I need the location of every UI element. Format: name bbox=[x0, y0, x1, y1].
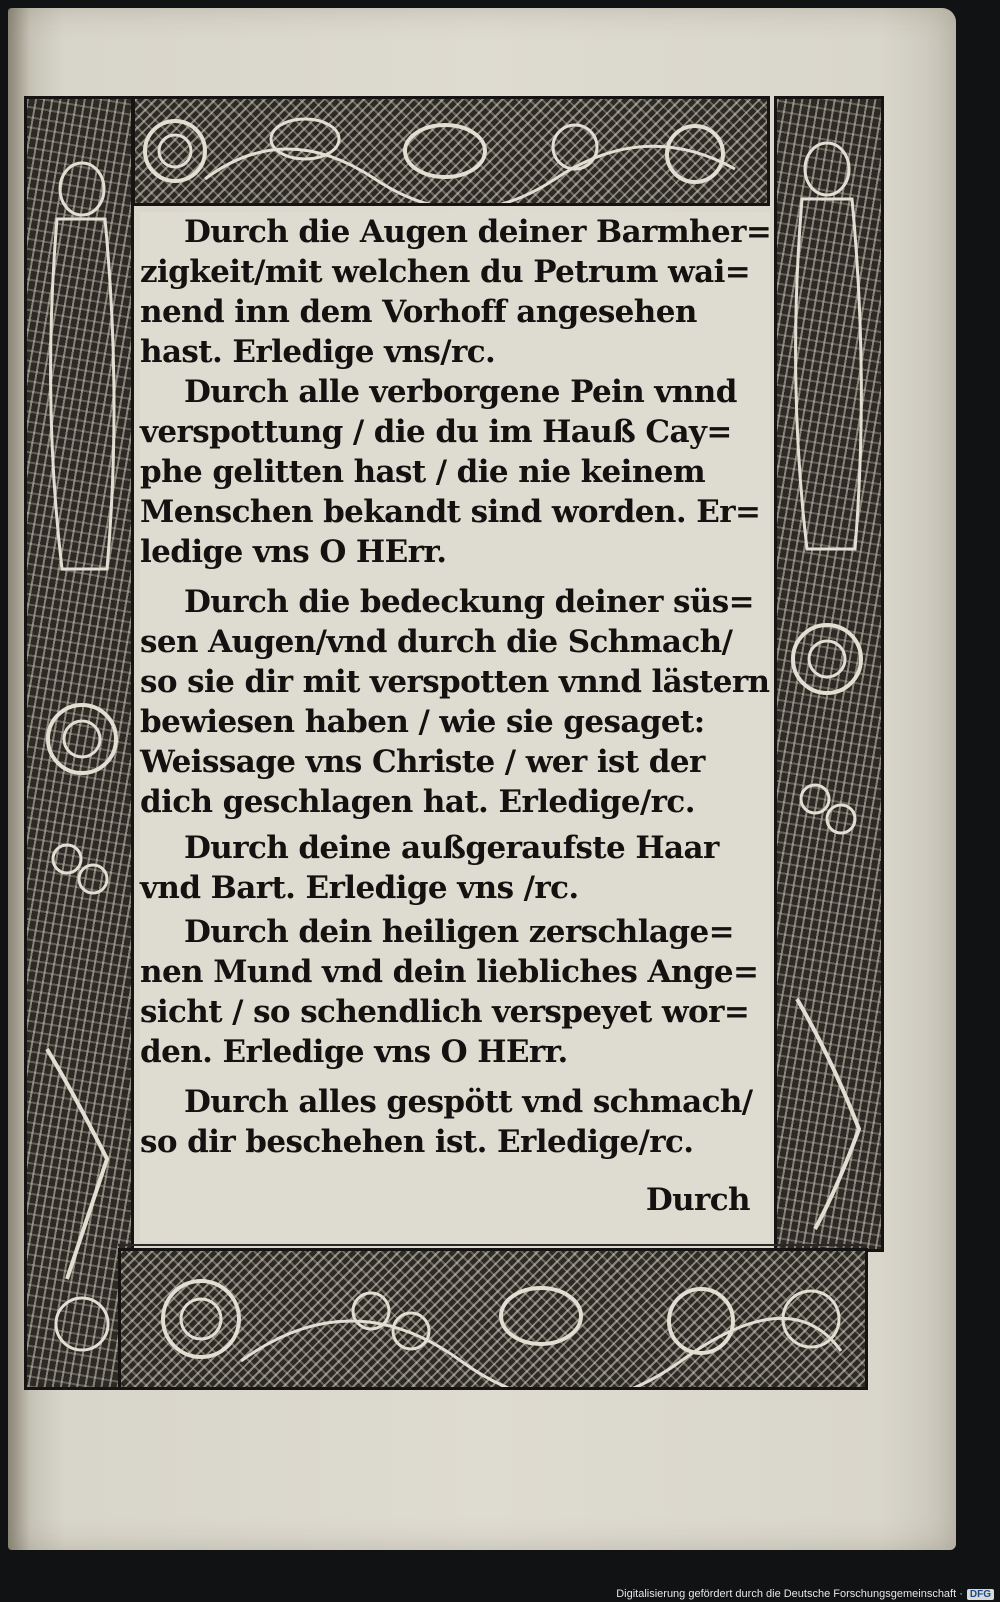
ornamental-border-top bbox=[132, 96, 770, 206]
text-line: Durch alles gespött vnd schmach/ bbox=[184, 1084, 753, 1120]
text-line: Durch alle verborgene Pein vnnd bbox=[184, 374, 737, 410]
text-line: sicht / so schendlich verspeyet wor= bbox=[140, 994, 750, 1030]
text-line: bewiesen haben / wie sie gesaget: bbox=[140, 704, 705, 740]
ornamental-border-bottom bbox=[118, 1248, 868, 1390]
text-line: phe gelitten hast / die nie keinem bbox=[140, 454, 706, 490]
text-line: nend inn dem Vorhoff angesehen bbox=[140, 294, 697, 330]
text-line: verspottung / die du im Hauß Cay= bbox=[140, 414, 732, 450]
text-line: sen Augen/vnd durch die Schmach/ bbox=[140, 624, 733, 660]
text-line: Weissage vns Christe / wer ist der bbox=[140, 744, 705, 780]
text-line: Durch deine außgeraufste Haar bbox=[184, 830, 719, 866]
dfg-logo-icon: DFG bbox=[967, 1589, 994, 1600]
scroll-ornament-bottom bbox=[121, 1251, 865, 1387]
figure-ornament-left bbox=[27, 99, 131, 1387]
text-line: ledige vns O HErr. bbox=[140, 534, 447, 570]
text-line: so dir beschehen ist. Erledige/rc. bbox=[140, 1124, 694, 1160]
text-line: zigkeit/mit welchen du Petrum wai= bbox=[140, 254, 751, 290]
text-line: dich geschlagen hat. Erledige/rc. bbox=[140, 784, 695, 820]
funding-credit-text: Digitalisierung gefördert durch die Deutsche Forschungsgemeinschaft · bbox=[616, 1588, 963, 1600]
figure-ornament-right bbox=[777, 99, 881, 1249]
text-line: den. Erledige vns O HErr. bbox=[140, 1034, 568, 1070]
ornamental-border-left bbox=[24, 96, 134, 1390]
text-line: Durch die Augen deiner Barmher= bbox=[184, 214, 772, 250]
text-block bbox=[140, 212, 770, 1242]
catchword: Durch bbox=[645, 1182, 750, 1218]
funding-credit bbox=[616, 1588, 994, 1600]
text-line: hast. Erledige vns/rc. bbox=[140, 334, 496, 370]
scroll-ornament-top bbox=[135, 99, 767, 203]
text-line: so sie dir mit verspotten vnnd lästern bbox=[140, 664, 770, 700]
text-line: Durch dein heiligen zerschlage= bbox=[184, 914, 734, 950]
text-line: Menschen bekandt sind worden. Er= bbox=[140, 494, 761, 530]
text-line: Durch die bedeckung deiner süs= bbox=[184, 584, 755, 620]
catchword-rule bbox=[118, 1244, 862, 1246]
text-line: nen Mund vnd dein liebliches Ange= bbox=[140, 954, 759, 990]
text-line: vnd Bart. Erledige vns /rc. bbox=[140, 870, 579, 906]
ornamental-border-right bbox=[774, 96, 884, 1252]
